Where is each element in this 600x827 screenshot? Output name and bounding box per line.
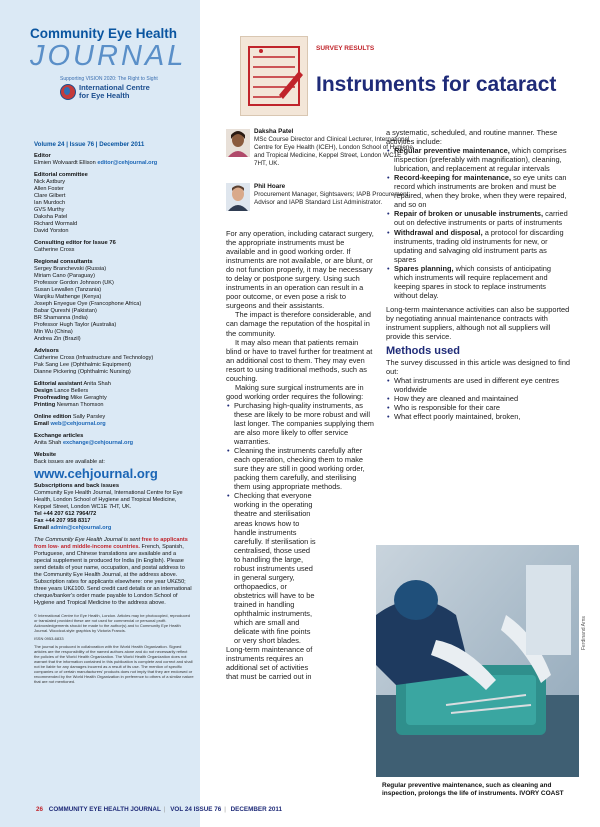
exchange-name: Anita Shah (34, 440, 62, 446)
exchange-email[interactable]: exchange@cehjournal.org (62, 440, 134, 446)
regional-consultant: Babar Qureshi (Pakistan) (34, 308, 97, 314)
list-item: • What effect poorly maintained, broken, (394, 412, 571, 421)
web-email-label: Email (34, 421, 49, 427)
subs-address: Community Eye Health Journal, International Centre for Eye Health, London School of Hygiene and Tropical Medicine, Keppel Street, London WC1E 7HT, UK. (34, 490, 183, 510)
paragraph: Making sure surgical instruments are in good working order requires the following: (226, 382, 364, 401)
iceh-logo (60, 84, 200, 100)
consulting-heading: Consulting editor for Issue 76 (34, 240, 116, 246)
printing-name: Newman Thomson (56, 402, 104, 408)
list-item: • Purchasing high-quality instruments, as these are likely to be more robust and will last longer. The companies supplying them are also more likely to offer service warranties. (234, 401, 374, 446)
author1-bio: MSc Course Director and Clinical Lecturer, International Centre for Eye Health (ICEH), London School of Hygiene and Tropical Medicine, Keppel Street, London WC1E 7HT, UK. (254, 136, 413, 167)
paragraph: Long-term maintenance activities can also be supported by negotiating annual maintenance contracts with instrument suppliers, although not all suppliers will provide this service. (386, 304, 570, 342)
proofreading-label: Proofreading (34, 395, 69, 401)
ed-assistant-label: Editorial assistant (34, 381, 83, 387)
committee-heading: Editorial committee (34, 172, 88, 178)
woodcut-illustration (240, 36, 308, 116)
activity-title: Record-keeping for maintenance, (394, 173, 512, 183)
masthead-title: Community Eye Health (30, 26, 178, 41)
advisor: Dianne Pickering (Ophthalmic Nursing) (34, 369, 131, 375)
admin-email-label: Email (34, 525, 49, 531)
activity-text: carried out on defective instruments or parts of instruments (394, 209, 568, 228)
advisor: Catherine Cross (Infrastructure and Technology) (34, 355, 154, 361)
section-label: SURVEY RESULTS (316, 45, 375, 52)
activities-list (386, 146, 571, 300)
committee-member: Nick Astbury (34, 179, 66, 185)
free-rest: French, Spanish, Portuguese, and Chinese translations are available and a special supplement is produced for India (in English). Please send details of your name, occupation, and postal address to the Community Eye Health Journal, at the address above. Subscription rates for applicants elsewhere: one year UK£50; three years UK£100. Send credit card details or an international cheque/banker's order made payable to London School of Hygiene and Tropical Medicine to the address above. (34, 544, 192, 606)
activity-text: a protocol for discarding instruments, trading old instruments for new, or updating and salvaging old instrument parts as spares (394, 227, 564, 264)
methods-list (386, 376, 571, 421)
masthead (30, 26, 200, 100)
footer-volume: VOL 24 ISSUE 76 (170, 806, 222, 813)
requirements-list (226, 401, 374, 645)
committee-member: Ian Murdoch (34, 200, 66, 206)
printing-label: Printing (34, 402, 56, 408)
paragraph: Long-term maintenance of instruments requires an additional set of activities that must be carried out in (226, 645, 313, 682)
regional-consultant: Professor Hugh Taylor (Australia) (34, 322, 117, 328)
fax-label: Fax (34, 518, 44, 524)
page-footer: 26 COMMUNITY EYE HEALTH JOURNAL | VOL 24 ISSUE 76 | DECEMBER 2011 (36, 806, 283, 813)
page-number: 26 (36, 806, 44, 813)
list-item: • What instruments are used in different eye centres worldwide (394, 376, 571, 394)
list-item (394, 228, 571, 264)
free-intro: The Community Eye Health Journal is sent (34, 537, 141, 543)
paragraph: It may also mean that patients remain blind or have to travel further for treatment at an additional cost to them. They may even resort to using traditional methods, such as couching. (226, 337, 373, 383)
article-title: Instruments for cataract (316, 73, 557, 96)
disclaimer: The journal is produced in collaboration with the World Health Organization. Signed articles are the responsibility of the named authors alone and do not necessarily reflect the policies of the World Health Organization. The World Health Organization does not warrant that the information contained in this publication is complete and correct and shall not be liable for any damages incurred as a result of its use. The mention of specific companies or of certain manufacturers' products does not imply that they are endorsed or recommended by the World Health Organization in preference to others of a similar nature that are not mentioned. (34, 644, 194, 684)
methods-heading: Methods used (386, 345, 460, 358)
activity-text: so eye units can record which instruments are broken and must be repaired, when they broke, when they were repaired, and so on (394, 173, 567, 210)
list-item: • Cleaning the instruments carefully after each operation, checking them to make sure they are still in good working order, packing them carefully, and sterilising them using appropriate methods. (234, 446, 374, 491)
activity-title: Withdrawal and disposal, (394, 227, 483, 237)
paragraph: The survey discussed in this article was designed to find out: (386, 358, 571, 377)
footer-journal: COMMUNITY EYE HEALTH JOURNAL (48, 806, 161, 813)
advisor: Pak Sang Lee (Ophthalmic Equipment) (34, 362, 132, 368)
activity-text: which consists of anticipating which instruments will require replacement and keeping spares in stock to replace instruments without delay. (394, 263, 551, 300)
regional-consultant: Susan Lewallen (Tanzania) (34, 287, 102, 293)
online-ed-name: Sally Parsley (72, 414, 106, 420)
subs-heading: Subscriptions and back issues (34, 483, 120, 489)
list-item: • How they are cleaned and maintained (394, 394, 571, 403)
regional-consultant: Min Wu (China) (34, 329, 73, 335)
regional-heading: Regional consultants (34, 259, 93, 265)
author1-name: Daksha Patel (254, 128, 294, 135)
activity-title: Regular preventive maintenance, (394, 146, 510, 156)
regional-consultant: Wanjiku Mathenge (Kenya) (34, 294, 102, 300)
iceh-line2: for Eye Health (79, 91, 130, 100)
paragraph: For any operation, including cataract surgery, the appropriate instruments must be available and in good working order. If instruments are not available, or are blunt, or do not function properly, it may be necessary to delay or postpone surgery. Using such instruments in an operation can result in a poor outcome, or even pose a risk to surgeons and their assistants. (226, 229, 374, 311)
sidebar-credits (34, 141, 194, 684)
photo-caption: Regular preventive maintenance, such as cleaning and inspection, prolongs the life of instruments. IVORY COAST (382, 782, 564, 797)
masthead-journal: JOURNAL (30, 40, 187, 72)
author2-bio: Procurement Manager, Sightsavers; IAPB Procurement Advisor and IAPB Standard List Administrator. (254, 191, 409, 206)
design-label: Design (34, 388, 53, 394)
committee-member: Richard Wormald (34, 221, 78, 227)
exchange-heading: Exchange articles (34, 433, 84, 439)
committee-member: Clare Gilbert (34, 193, 66, 199)
paragraph: The impact is therefore considerable, and can damage the reputation of the hospital in the community. (226, 310, 371, 338)
activity-text: which comprises inspection (preferably with magnification), cleaning, lubrication, and replacement at regular intervals (394, 146, 567, 174)
photo-credit: Ferdinand Arns (581, 616, 587, 650)
list-item (394, 173, 571, 209)
regional-consultant: Andrea Zin (Brazil) (34, 336, 81, 342)
tel-value: +44 207 612 7964/72 (43, 511, 97, 517)
editor-heading: Editor (34, 153, 51, 159)
masthead-tagline: Supporting VISION 2020: The Right to Sight (60, 76, 158, 82)
web-email[interactable]: web@cehjournal.org (50, 421, 106, 427)
author2-name: Phil Hoare (254, 183, 286, 190)
admin-email[interactable]: admin@cehjournal.org (50, 525, 112, 531)
activity-title: Spares planning, (394, 263, 454, 273)
committee-member: David Yorston (34, 228, 69, 234)
footer-date: DECEMBER 2011 (230, 806, 283, 813)
author1-photo (226, 129, 250, 157)
instrument-photo (376, 545, 579, 777)
activity-title: Repair of broken or unusable instruments, (394, 209, 544, 219)
issue-info: Volume 24 | Issue 76 | December 2011 (34, 141, 145, 148)
website-heading: Website (34, 452, 57, 458)
consulting-editor: Catherine Cross (34, 247, 75, 253)
list-item: • Checking that everyone working in the operating theatre and sterilisation areas knows how to handle instruments carefully. If sterilisation is centralised, those used to handling the large, robust instruments used in general surgery, orthopaedics, or obstetrics will have to be trained in handling ophthalmic instruments, which are small and delicate with fine points or very short blades. (234, 491, 316, 645)
free-highlight: free to applicants from low- and middle-income countries. (34, 537, 188, 550)
design-name: Lance Bellers (54, 388, 89, 394)
committee-member: Daksha Patel (34, 214, 68, 220)
regional-consultant: Joseph Enyegue Oye (Francophone Africa) (34, 301, 142, 307)
website-text: Back issues are available at: (34, 459, 105, 465)
fax-value: +44 207 958 8317 (45, 518, 91, 524)
article-column-1 (226, 229, 374, 681)
list-item (394, 264, 571, 300)
editor-name: Elmien Wolvaardt Ellison (34, 160, 96, 166)
copyright-note: © International Centre for Eye Health, London. Articles may be photocopied, reproduced or translated provided these are not used for commercial or personal profit. Acknowledgements should be made to the author(s) and to Community Eye Health Journal. Woodcut-style graphics by Victoria Francis. (34, 613, 190, 633)
paragraph: a systematic, scheduled, and routine manner. These activities include: (386, 128, 558, 147)
author2-photo (226, 183, 250, 211)
regional-consultant: Sergey Branchevski (Russia) (34, 266, 107, 272)
online-ed-label: Online edition (34, 414, 72, 420)
regional-consultant: Miriam Cano (Paraguay) (34, 273, 95, 279)
free-distribution (34, 537, 194, 607)
regional-consultant: BR Shamanna (India) (34, 315, 88, 321)
article-column-2 (386, 128, 571, 421)
advisors-heading: Advisors (34, 348, 59, 354)
committee-member: Allen Foster (34, 186, 64, 192)
globe-icon (60, 84, 76, 100)
ed-assistant-name: Anita Shah (83, 381, 111, 387)
website-url[interactable]: www.cehjournal.org (34, 466, 158, 481)
list-item: • Who is responsible for their care (394, 403, 571, 412)
editor-email[interactable]: editor@cehjournal.org (97, 160, 158, 166)
list-item (394, 209, 571, 227)
proofreading-name: Mike Geraghty (70, 395, 107, 401)
issn: ISSN 0953-6833 (34, 636, 64, 641)
list-item (394, 146, 571, 173)
committee-member: GVS Murthy (34, 207, 65, 213)
regional-consultant: Professor Gordon Johnson (UK) (34, 280, 114, 286)
tel-label: Tel (34, 511, 42, 517)
iceh-line1: International Centre (79, 83, 150, 92)
